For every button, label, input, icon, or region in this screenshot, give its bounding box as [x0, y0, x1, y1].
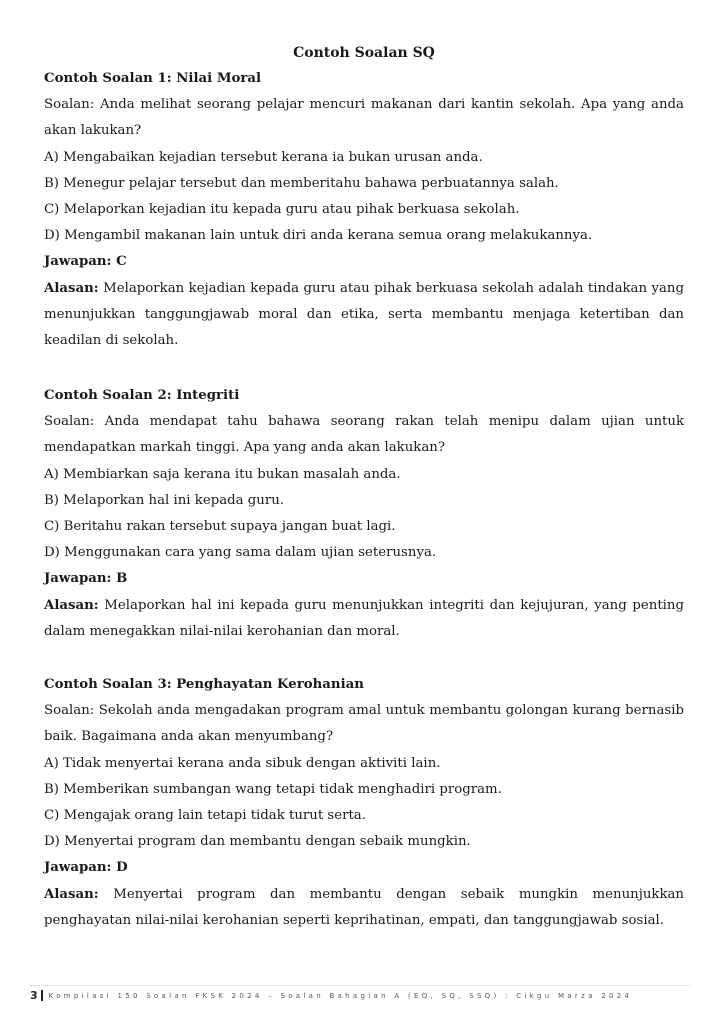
reason-text	[44, 593, 684, 645]
question-section-1	[44, 66, 684, 354]
option-c: C) Beritahu rakan tersebut supaya jangan buat lagi.	[44, 519, 396, 535]
reason-label: Alasan:	[44, 280, 99, 296]
question-heading: Contoh Soalan 3: Penghayatan Kerohanian	[44, 677, 364, 692]
answer-text: Jawapan: D	[44, 860, 128, 876]
option-c: C) Melaporkan kejadian itu kepada guru atau pihak berkuasa sekolah.	[44, 202, 520, 218]
question-heading: Contoh Soalan 2: Integriti	[44, 388, 240, 403]
question-text: Soalan: Sekolah anda mengadakan program amal untuk membantu golongan kurang bernasib baik. Bagaimana anda akan menyumbang?	[44, 703, 684, 745]
answer-text: Jawapan: C	[44, 254, 127, 270]
reason-label: Alasan:	[44, 886, 99, 902]
option-b: B) Menegur pelajar tersebut dan memberitahu bahawa perbuatannya salah.	[44, 175, 559, 191]
reason-body: Menyertai program dan membantu dengan sebaik mungkin menunjukkan penghayatan nilai-nilai kerohanian seperti keprihatinan, empati, dan tanggungjawab sosial.	[44, 886, 684, 928]
page-number: 3	[30, 989, 38, 1002]
option-b: B) Memberikan sumbangan wang tetapi tidak menghadiri program.	[44, 781, 502, 797]
option-c: C) Mengajak orang lain tetapi tidak turut serta.	[44, 808, 366, 824]
reason-body: Melaporkan kejadian kepada guru atau pihak berkuasa sekolah adalah tindakan yang menunjukkan tanggungjawab moral dan etika, serta membantu menjaga ketertiban dan keadilan di sekolah.	[44, 280, 684, 349]
reason-body: Melaporkan hal ini kepada guru menunjukkan integriti dan kejujuran, yang penting dalam menegakkan nilai-nilai kerohanian dan moral.	[44, 597, 684, 639]
footer-text: Kompilasi 150 Soalan FKSK 2024 – Soalan Bahagian A (EQ, SQ, SSQ) : Cikgu Marza 2024	[48, 991, 633, 1000]
option-d: D) Mengambil makanan lain untuk diri anda kerana semua orang melakukannya.	[44, 228, 593, 244]
option-a: A) Tidak menyertai kerana anda sibuk dengan aktiviti lain.	[44, 755, 441, 771]
answer-text: Jawapan: B	[44, 571, 128, 587]
question-section-2	[44, 383, 684, 645]
reason-label: Alasan:	[44, 597, 99, 613]
option-a: A) Mengabaikan kejadian tersebut kerana ia bukan urusan anda.	[44, 149, 483, 165]
option-a: A) Membiarkan saja kerana itu bukan masalah anda.	[44, 466, 401, 482]
option-d: D) Menggunakan cara yang sama dalam ujian seterusnya.	[44, 545, 437, 561]
footer-divider	[41, 990, 43, 1001]
option-b: B) Melaporkan hal ini kepada guru.	[44, 492, 285, 508]
reason-text	[44, 882, 684, 934]
option-d: D) Menyertai program dan membantu dengan sebaik mungkin.	[44, 834, 471, 850]
question-text: Soalan: Anda mendapat tahu bahawa seorang rakan telah menipu dalam ujian untuk mendapatkan markah tinggi. Apa yang anda akan lakukan?	[44, 414, 684, 456]
question-text: Soalan: Anda melihat seorang pelajar mencuri makanan dari kantin sekolah. Apa yang anda akan lakukan?	[44, 97, 684, 139]
question-heading: Contoh Soalan 1: Nilai Moral	[44, 71, 262, 86]
page-title: Contoh Soalan SQ	[293, 45, 435, 61]
reason-text	[44, 276, 684, 355]
page-footer	[30, 985, 690, 1002]
question-section-3	[44, 672, 684, 934]
